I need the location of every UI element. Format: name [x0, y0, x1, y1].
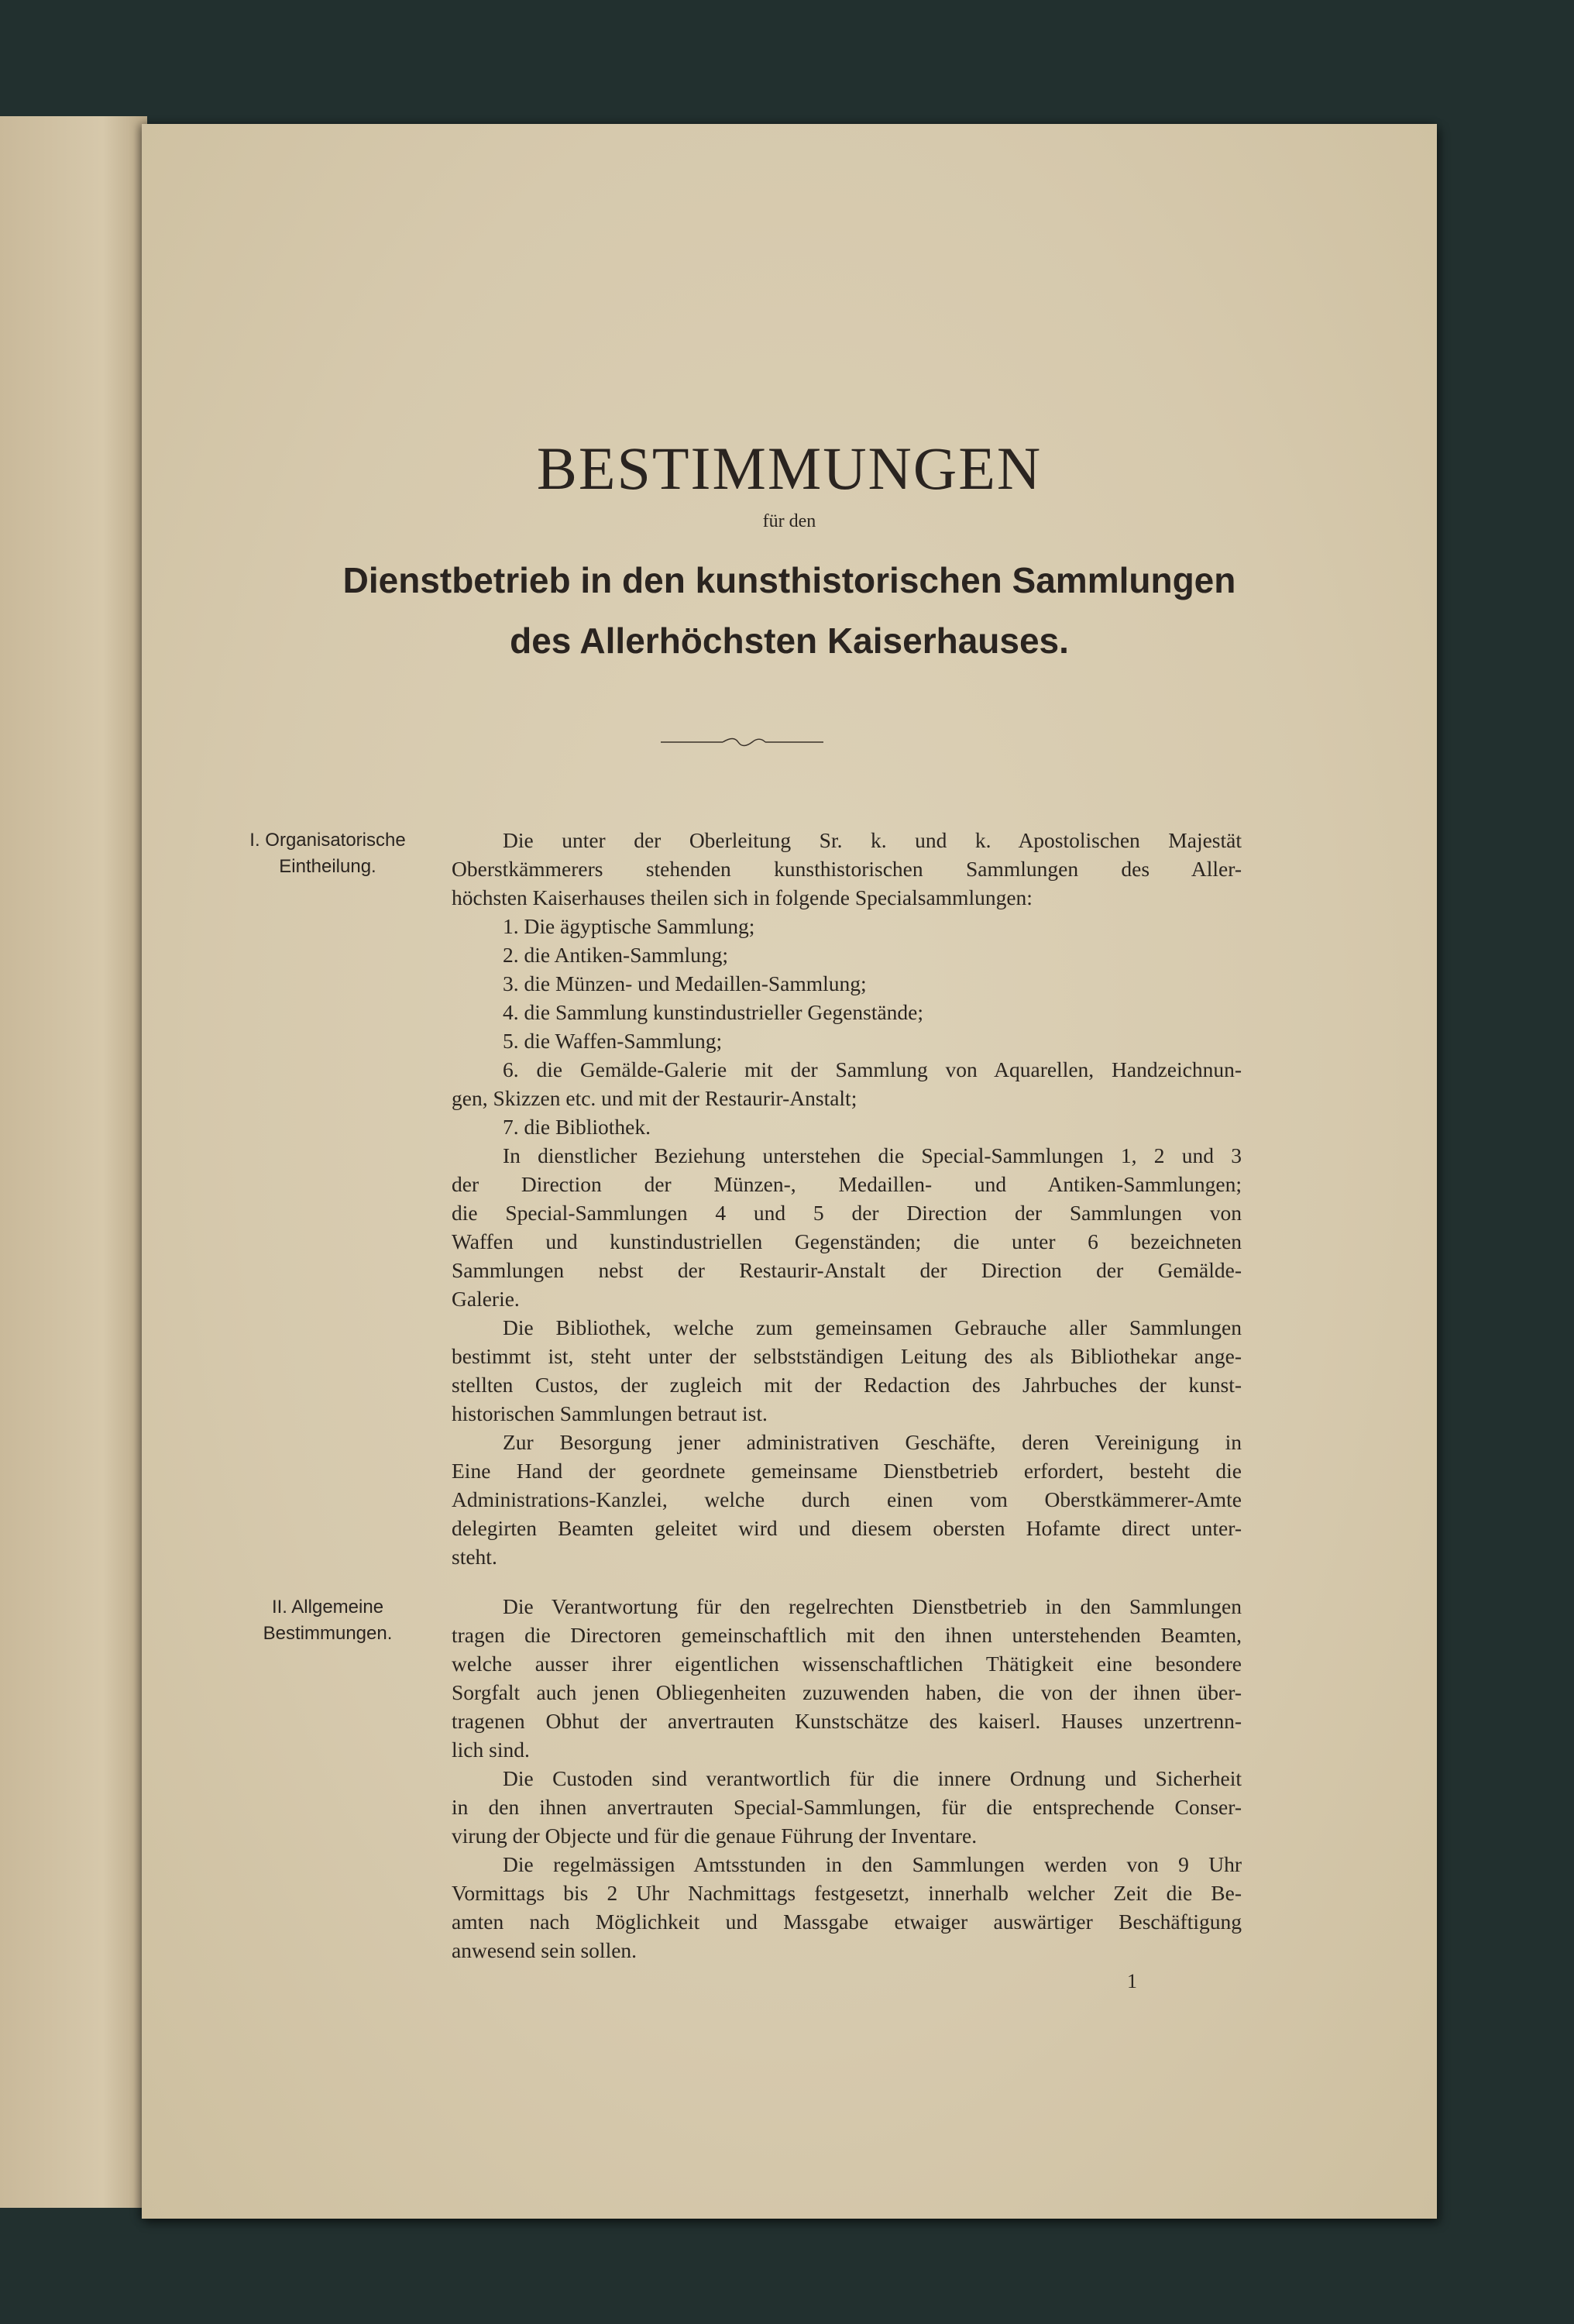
section-2-label-line-2: Bestimmungen.: [263, 1623, 393, 1644]
text-line: Die Bibliothek, welche zum gemeinsamen Gebrauche aller Sammlungen: [503, 1315, 1242, 1339]
text-line: Sorgfalt auch jenen Obliegenheiten zuzuwenden haben, die von der ihnen über-: [452, 1680, 1242, 1704]
text-line: die Special-Sammlungen 4 und 5 der Direction der Sammlungen von: [452, 1201, 1242, 1225]
text-line: virung der Objecte und für die genaue Führung der Inventare.: [452, 1824, 978, 1848]
list-item: 3. die Münzen- und Medaillen-Sammlung;: [503, 971, 867, 995]
list-item: 1. Die ägyptische Sammlung;: [503, 914, 755, 938]
text-line: stellten Custos, der zugleich mit der Redaction des Jahrbuches der kunst-: [452, 1373, 1242, 1397]
title-connector: für den: [762, 511, 816, 531]
text-line: Zur Besorgung jener administrativen Geschäfte, deren Vereinigung in: [503, 1430, 1242, 1454]
section-2-label-line-1: II. Allgemeine: [271, 1597, 384, 1618]
section-2-text: [452, 1592, 1242, 1965]
list-item: 7. die Bibliothek.: [503, 1115, 651, 1139]
document-page: [142, 124, 1437, 2219]
text-line: steht.: [452, 1545, 497, 1569]
text-line: Die Verantwortung für den regelrechten Dienstbetrieb in den Sammlungen: [503, 1594, 1242, 1618]
text-line: In dienstlicher Beziehung unterstehen die Special-Sammlungen 1, 2 und 3: [503, 1143, 1242, 1167]
section-1-label: [227, 827, 428, 880]
section-1-label-line-1: I. Organisatorische: [249, 830, 406, 851]
text-line: Die unter der Oberleitung Sr. k. und k. Apostolischen Majestät: [503, 828, 1242, 852]
text-line: Galerie.: [452, 1287, 520, 1311]
page-title: BESTIMMUNGEN: [536, 435, 1043, 502]
text-line: gen, Skizzen etc. und mit der Restaurir-Anstalt;: [452, 1086, 857, 1110]
page-number: 1: [1127, 1970, 1137, 1992]
left-facing-page: [0, 116, 147, 2208]
text-line: lich sind.: [452, 1738, 530, 1762]
text-line: anwesend sein sollen.: [452, 1938, 638, 1962]
list-item: 4. die Sammlung kunstindustrieller Gegenstände;: [503, 1000, 924, 1024]
text-line: der Direction der Münzen-, Medaillen- und Antiken-Sammlungen;: [452, 1172, 1242, 1196]
text-line: höchsten Kaiserhauses theilen sich in folgende Specialsammlungen:: [452, 885, 1033, 909]
text-line: Administrations-Kanzlei, welche durch einen vom Oberstkämmerer-Amte: [452, 1487, 1242, 1511]
text-line: Sammlungen nebst der Restaurir-Anstalt der Direction der Gemälde-: [452, 1258, 1242, 1282]
text-line: Eine Hand der geordnete gemeinsame Dienstbetrieb erfordert, besteht die: [452, 1459, 1242, 1483]
text-line: amten nach Möglichkeit und Massgabe etwaiger auswärtiger Beschäftigung: [452, 1910, 1242, 1934]
text-line: tragenen Obhut der anvertrauten Kunstschätze des kaiserl. Hauses unzertrenn-: [452, 1709, 1242, 1733]
text-line: in den ihnen anvertrauten Special-Sammlungen, für die entsprechende Conser-: [452, 1795, 1242, 1819]
list-item: 5. die Waffen-Sammlung;: [503, 1029, 723, 1053]
text-line: Vormittags bis 2 Uhr Nachmittags festgesetzt, innerhalb welcher Zeit die Be-: [452, 1881, 1242, 1905]
list-item: 2. die Antiken-Sammlung;: [503, 943, 729, 967]
text-line: Die Custoden sind verantwortlich für die innere Ordnung und Sicherheit: [503, 1766, 1242, 1790]
subtitle-line-2: des Allerhöchsten Kaiserhauses.: [510, 621, 1069, 661]
text-line: bestimmt ist, steht unter der selbstständigen Leitung des als Bibliothekar ange-: [452, 1344, 1242, 1368]
text-line: Die regelmässigen Amtsstunden in den Sammlungen werden von 9 Uhr: [503, 1852, 1242, 1876]
text-line: Oberstkämmerers stehenden kunsthistorischen Sammlungen des Aller-: [452, 857, 1242, 881]
text-line: tragen die Directoren gemeinschaftlich mit den ihnen unterstehenden Beamten,: [452, 1623, 1242, 1647]
text-line: delegirten Beamten geleitet wird und diesem obersten Hofamte direct unter-: [452, 1516, 1242, 1540]
text-line: welche ausser ihrer eigentlichen wissenschaftlichen Thätigkeit eine besondere: [452, 1652, 1242, 1676]
section-1-text: [452, 826, 1242, 1571]
section-2-label: [227, 1594, 428, 1647]
section-1-label-line-2: Eintheilung.: [279, 856, 376, 877]
ornament-divider: [661, 736, 823, 748]
text-line: Waffen und kunstindustriellen Gegenständen; die unter 6 bezeichneten: [452, 1229, 1242, 1253]
list-item: 6. die Gemälde-Galerie mit der Sammlung von Aquarellen, Handzeichnun-: [503, 1057, 1242, 1081]
subtitle-line-1: Dienstbetrieb in den kunsthistorischen Sammlungen: [342, 560, 1236, 600]
text-line: historischen Sammlungen betraut ist.: [452, 1401, 768, 1425]
